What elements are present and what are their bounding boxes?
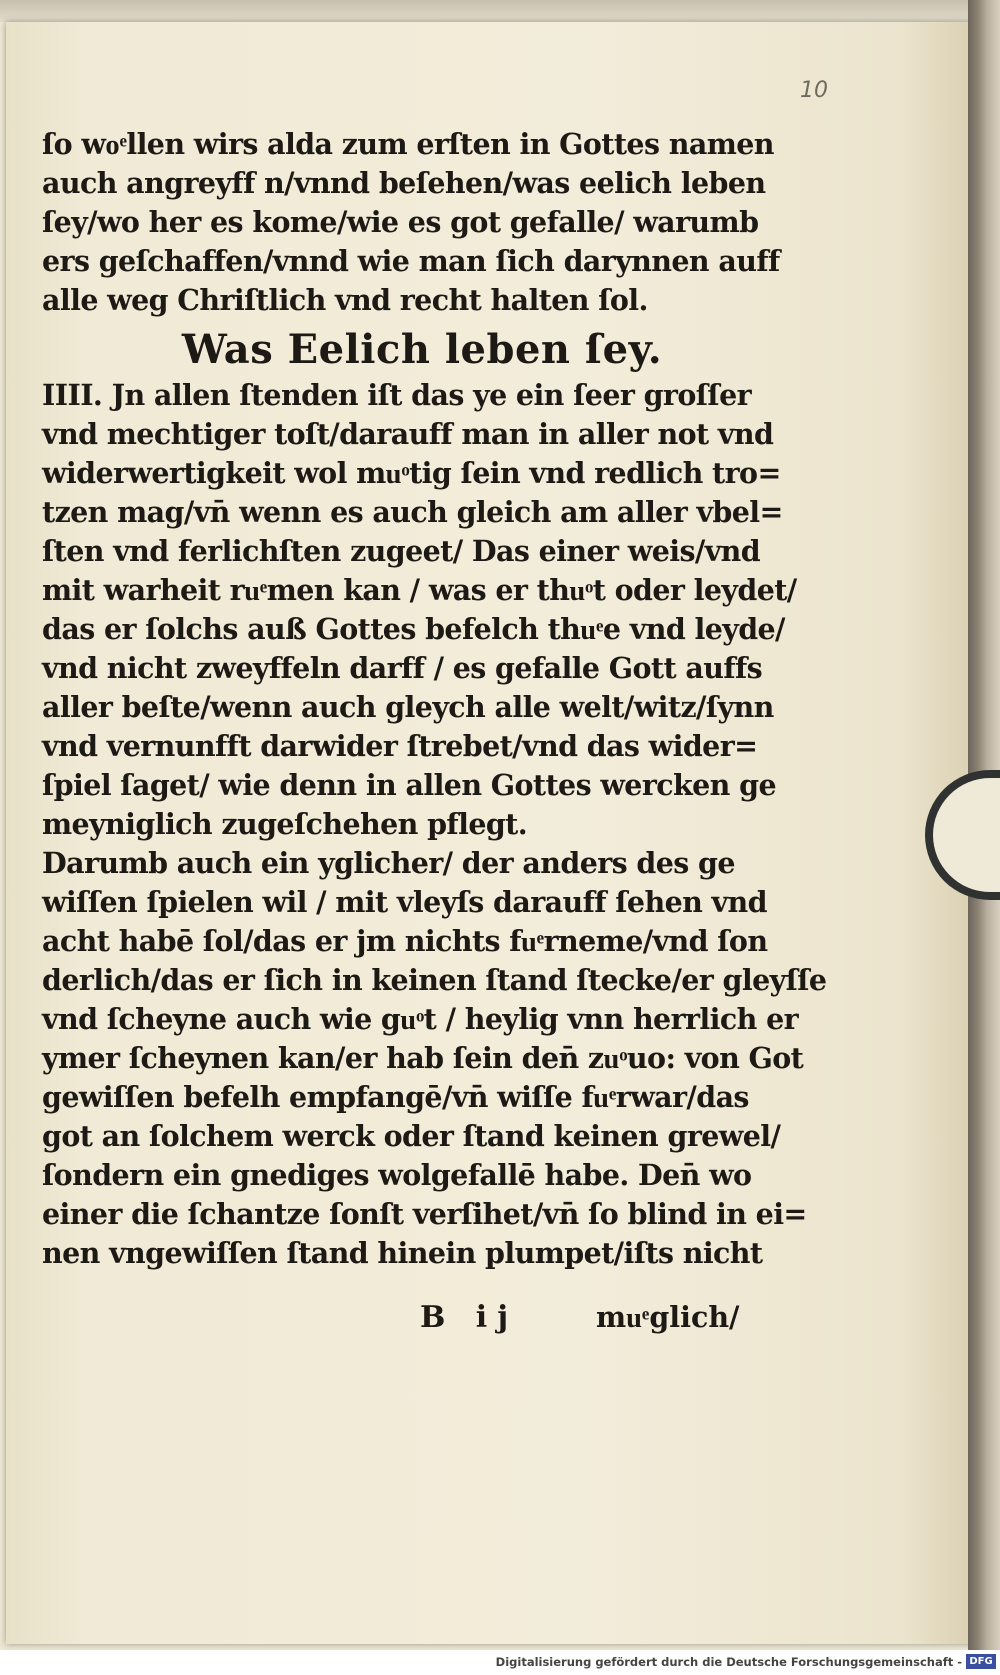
footer-credit: Digitalisierung gefördert durch die Deutsche Forschungsgemeinschaft - <box>495 1655 962 1669</box>
text-line: mit warheit ruͤmen kan / was er thuͦt oder leydet/ <box>42 573 797 607</box>
text-line: ſten vnd ferlichſten zugeet/ Das einer weis/vnd <box>42 534 761 568</box>
text-line: ſo woͤllen wirs alda zum erſten in Gottes namen <box>42 127 774 161</box>
signature-mark: B ij <box>420 1300 519 1335</box>
text-line: vnd nicht zweyffeln darff / es gefalle Gott auffs <box>42 651 763 685</box>
text-block <box>42 125 827 1273</box>
text-line: ymer ſcheynen kan/er hab ſein den̄ zuͦuo: von Got <box>42 1041 804 1075</box>
text-line: derlich/das er ſich in keinen ſtand ſtecke/er gleyſſe <box>42 963 827 997</box>
dfg-logo: DFG <box>966 1654 996 1669</box>
text-line: ſey/wo her es kome/wie es got gefalle/ warumb <box>42 205 759 239</box>
catchword: muͤglich/ <box>596 1300 740 1334</box>
text-line: tzen mag/vn̄ wenn es auch gleich am aller vbel= <box>42 495 783 529</box>
text-line: einer die ſchantze ſonſt verſihet/vn̄ ſo blind in ei= <box>42 1197 807 1231</box>
folio-number: 10 <box>800 78 828 103</box>
text-line: nen vngewiſſen ſtand hinein plumpet/iſts nicht <box>42 1236 763 1270</box>
text-line: Darumb auch ein yglicher/ der anders des ge <box>42 846 735 880</box>
text-line: widerwertigkeit wol muͦtig ſein vnd redlich tro= <box>42 456 781 490</box>
text-line: got an ſolchem werck oder ſtand keinen grewel/ <box>42 1119 781 1153</box>
text-line: ers geſchaffen/vnnd wie man ſich darynnen auff <box>42 244 780 278</box>
text-line: gewiſſen befelh empfangē/vn̄ wiſſe fuͤrwar/das <box>42 1080 749 1114</box>
text-line: acht habē ſol/das er jm nichts fuͤrneme/vnd ſon <box>42 924 768 958</box>
text-line: ſpiel ſaget/ wie denn in allen Gottes wercken ge <box>42 768 776 802</box>
text-line: auch angreyff n/vnnd beſehen/was eelich leben <box>42 166 766 200</box>
text-line: wiſſen ſpielen wil / mit vleyſs darauff ſehen vnd <box>42 885 767 919</box>
footer-bar <box>0 1650 1000 1675</box>
text-line: vnd vernunfft darwider ſtrebet/vnd das wider= <box>42 729 758 763</box>
text-line: meyniglich zugeſchehen pflegt. <box>42 807 528 841</box>
text-line: alle weg Chriſtlich vnd recht halten ſol. <box>42 283 648 317</box>
text-line: ſondern ein gnediges wolgefallē habe. Den̄ wo <box>42 1158 752 1192</box>
text-line: IIII. Jn allen ſtenden iſt das ye ein ſeer groſſer <box>42 378 752 412</box>
text-line: vnd ſcheyne auch wie guͦt / heylig vnn herrlich er <box>42 1002 799 1036</box>
book-top-edge <box>0 0 1000 22</box>
text-line: vnd mechtiger toſt/darauff man in aller not vnd <box>42 417 774 451</box>
text-line: das er ſolchs auß Gottes befelch thuͤe vnd leyde/ <box>42 612 785 646</box>
text-line: aller beſte/wenn auch gleych alle welt/witz/ſynn <box>42 690 774 724</box>
section-heading: Was Eelich leben ſey. <box>181 326 663 373</box>
